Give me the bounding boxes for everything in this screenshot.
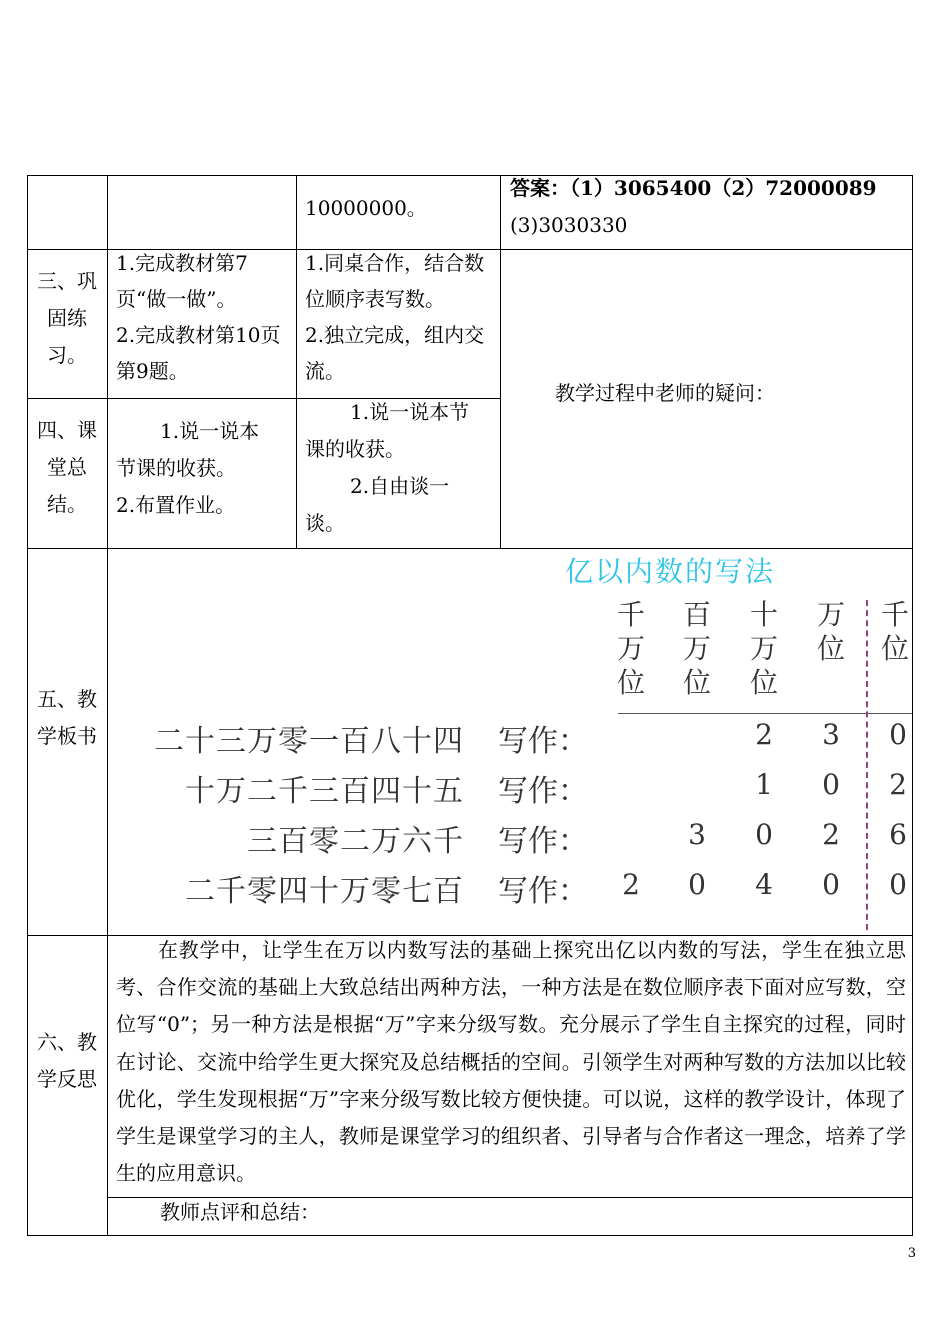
write-label: 写作：	[498, 874, 588, 909]
comment-label: 教师点评和总结：	[160, 1200, 320, 1224]
board-digit: 2	[622, 868, 640, 901]
board-digit: 0	[889, 868, 907, 901]
board-digit: 4	[755, 868, 773, 901]
section-title	[27, 263, 107, 374]
reflection-paragraph: 在教学中，让学生在万以内数写法的基础上探究出亿以内数的写法，学生在独立思考、合作交流的基础上大致总结出两种方法，一种方法是在数位顺序表下面对应写数，空位写“0”；另一种方法是根据“万”字来分级写数。充分展示了学生自主探究的过程，同时在讨论、交流中给学生更大探究及总结概括的空间。引领学生对两种写数的方法加以比较优化，学生发现根据“万”字来分级写数比较方便快捷。可以说，这样的教学设计，体现了学生是课堂学习的主人，教师是课堂学习的组织者、引导者与合作者这一理念，培养了学生的应用意识。	[116, 938, 906, 1186]
board-digit: 6	[889, 818, 907, 851]
column-header: 百万位	[682, 598, 711, 699]
table-bottom-border	[27, 1235, 913, 1236]
column-header: 十万位	[749, 598, 778, 699]
board-title: 亿以内数的写法	[565, 555, 776, 588]
answer-line: (3)3030330	[510, 213, 628, 237]
row-divider	[27, 548, 913, 549]
level-divider	[866, 600, 868, 930]
board-row-label: 三百零二万六千	[247, 824, 464, 859]
column-divider	[107, 175, 108, 1236]
section-title	[27, 412, 107, 523]
board-digit: 2	[822, 818, 840, 851]
table-right-border	[912, 175, 913, 1236]
cell-text: 10000000。	[305, 196, 427, 220]
column-divider	[296, 175, 297, 549]
student-activity: 1.说一说本节	[350, 400, 470, 424]
column-divider	[500, 175, 501, 549]
teacher-activity: 节课的收获。	[116, 456, 236, 480]
teacher-activity: 1.完成教材第7页“做一做”。 2.完成教材第10页第9题。	[116, 251, 281, 383]
board-row-label: 十万二千三百四十五	[185, 774, 464, 809]
board-digit: 0	[755, 818, 773, 851]
board-digit: 0	[889, 718, 907, 751]
page-number: 3	[907, 1246, 916, 1261]
write-label: 写作：	[498, 824, 588, 859]
section-title-text: 五、教学板书	[37, 687, 97, 748]
section-title-text: 六、教学反思	[37, 1030, 97, 1091]
board-row-label: 二十三万零一百八十四	[154, 724, 464, 759]
student-activity: 谈。	[305, 511, 345, 535]
column-header: 万位	[816, 598, 845, 665]
column-header: 千万位	[616, 598, 645, 699]
section-title	[27, 1024, 107, 1098]
column-header: 千位	[880, 598, 909, 665]
student-activity: 2.自由谈一	[350, 474, 450, 498]
section-title-text: 四、课堂总结。	[37, 418, 97, 516]
board-digit: 2	[889, 768, 907, 801]
write-label: 写作：	[498, 774, 588, 809]
teacher-question-note: 教学过程中老师的疑问：	[555, 381, 775, 405]
write-label: 写作：	[498, 724, 588, 759]
teacher-activity: 1.说一说本	[160, 419, 260, 443]
board-digit: 3	[822, 718, 840, 751]
section-title-text: 三、巩固练习。	[37, 269, 97, 367]
board-row-label: 二千零四十万零七百	[185, 874, 464, 909]
board-digit: 3	[688, 818, 706, 851]
board-digit: 0	[822, 768, 840, 801]
answer-line: 答案：（1）3065400（2）72000089	[510, 176, 877, 200]
board-digit: 2	[755, 718, 773, 751]
row-divider	[27, 398, 107, 399]
section-title	[27, 681, 107, 755]
board-digit: 1	[755, 768, 773, 801]
board-digit: 0	[822, 868, 840, 901]
student-activity: 1.同桌合作，结合数位顺序表写数。 2.独立完成，组内交流。	[305, 251, 485, 383]
teacher-activity: 2.布置作业。	[116, 493, 236, 517]
student-activity: 课的收获。	[305, 437, 405, 461]
board-digit: 0	[688, 868, 706, 901]
